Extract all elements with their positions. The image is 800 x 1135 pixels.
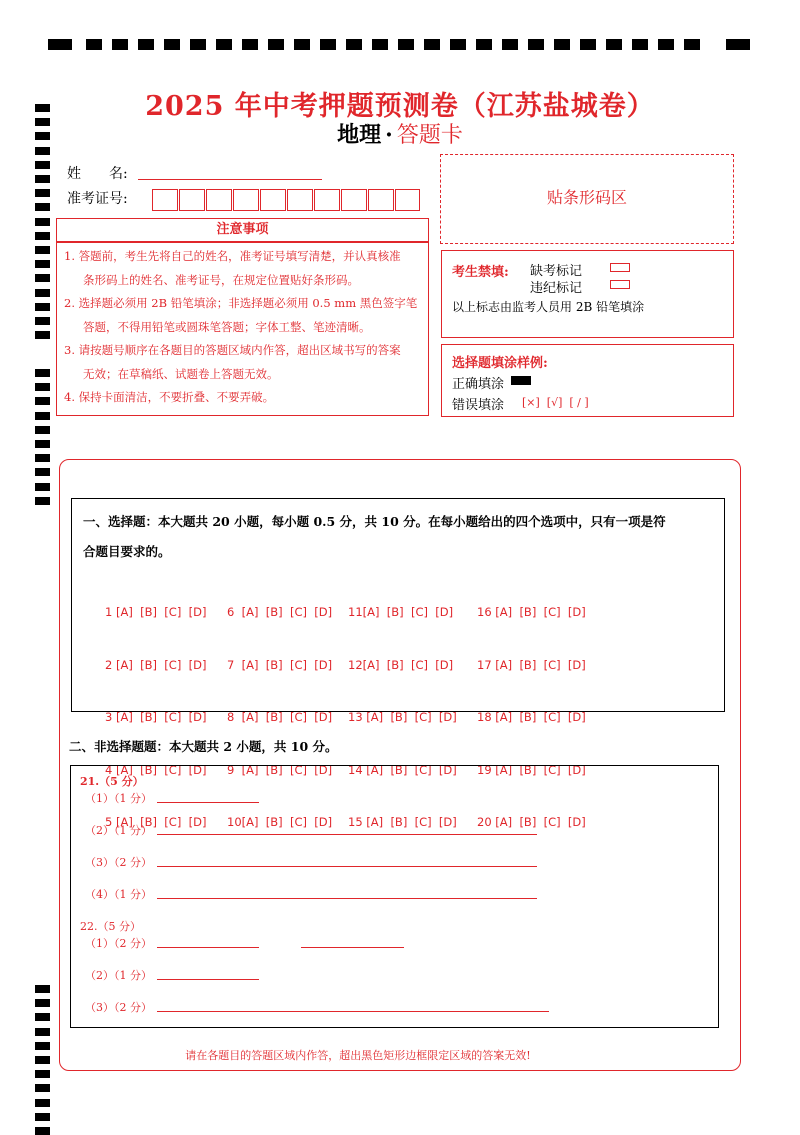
violation-mark-box[interactable] — [610, 280, 630, 289]
timing-mark — [35, 412, 50, 420]
exam-id-label: 准考证号: — [67, 191, 128, 207]
timing-mark — [35, 189, 50, 197]
choice-row[interactable]: 12[A] [B] [C] [D] — [348, 657, 454, 672]
timing-mark — [35, 1084, 50, 1092]
timing-mark — [35, 999, 50, 1007]
question-21-label: 21.（5 分） — [80, 775, 144, 788]
fill-sample-box — [441, 344, 734, 417]
name-field[interactable] — [138, 179, 322, 180]
notice-body — [56, 242, 429, 416]
wrong-fill-label: 错误填涂 — [452, 398, 505, 413]
choice-row[interactable]: 3 [A] [B] [C] [D] — [105, 710, 207, 724]
choice-row[interactable]: 15 [A] [B] [C] [D] — [348, 815, 457, 829]
choice-row[interactable]: 5 [A] [B] [C] [D] — [105, 815, 207, 829]
timing-mark — [35, 483, 50, 491]
q22-part1-label: （1）（2 分） — [85, 937, 152, 950]
q22-part3-label: （3）（2 分） — [85, 1001, 152, 1014]
choice-row[interactable]: 18 [A] [B] [C] [D] — [477, 710, 586, 724]
notice-item: 2. 选择题必须用 2B 铅笔填涂；非选择题必须用 0.5 mm 黑色签字笔 — [64, 296, 418, 310]
timing-mark — [35, 397, 50, 405]
q22-part1-answer-line-b[interactable] — [301, 947, 404, 948]
name-label: 姓 名: — [67, 166, 128, 182]
non-choice-section-title: 二、非选择题题：本大题共 2 小题，共 10 分。 — [69, 739, 338, 754]
q22-part2-answer-line[interactable] — [157, 979, 259, 980]
timing-mark — [35, 260, 50, 268]
timing-mark — [35, 289, 50, 297]
notice-item: 答题，不得用铅笔或圆珠笔答题；字体工整、笔迹清晰。 — [83, 319, 371, 334]
timing-mark — [35, 175, 50, 183]
choice-row[interactable]: 6 [A] [B] [C] [D] — [227, 605, 333, 619]
notice-item: 无效；在草稿纸、试题卷上答题无效。 — [83, 366, 279, 381]
non-choice-answer-box — [70, 765, 719, 1028]
choice-row[interactable]: 11[A] [B] [C] [D] — [348, 605, 454, 619]
absent-mark-label: 缺考标记 — [530, 264, 583, 279]
card-label: 答题卡 — [396, 123, 463, 148]
timing-mark — [35, 369, 50, 377]
filled-bubble-icon — [511, 376, 531, 385]
choice-row[interactable]: 20 [A] [B] [C] [D] — [477, 815, 586, 829]
choice-row[interactable]: 19 [A] [B] [C] [D] — [477, 762, 586, 777]
timing-mark — [35, 303, 50, 311]
timing-mark — [35, 1028, 50, 1036]
footer-note — [0, 1047, 716, 1063]
choice-row[interactable]: 10[A] [B] [C] [D] — [227, 815, 333, 829]
timing-mark — [35, 454, 50, 462]
choice-row[interactable]: 14 [A] [B] [C] [D] — [348, 762, 457, 777]
choice-row[interactable]: 16 [A] [B] [C] [D] — [477, 605, 586, 619]
forbidden-label: 考生禁填: — [452, 265, 509, 280]
page-subtitle — [0, 118, 800, 149]
wrong-fill-marks: [×] [√] [ / ] — [522, 396, 589, 409]
q22-part1-answer-line-a[interactable] — [157, 947, 259, 948]
timing-mark — [35, 232, 50, 240]
q21-part3-label: （3）（2 分） — [85, 856, 152, 869]
notice-title: 注意事项 — [216, 222, 269, 237]
choice-row[interactable]: 1 [A] [B] [C] [D] — [105, 605, 207, 619]
top-timing-marks — [48, 39, 750, 51]
choice-row[interactable]: 8 [A] [B] [C] [D] — [227, 710, 333, 724]
barcode-area-label: 贴条形码区 — [546, 188, 627, 207]
notice-item: 4. 保持卡面清洁，不要折叠、不要弄破。 — [64, 390, 275, 404]
q21-part2-label: （2）（1 分） — [85, 824, 152, 837]
correct-fill-label: 正确填涂 — [452, 377, 505, 392]
subtitle-dot: · — [385, 122, 393, 148]
choice-row[interactable]: 4 [A] [B] [C] [D] — [105, 762, 207, 777]
timing-mark — [35, 274, 50, 282]
timing-mark — [35, 497, 50, 505]
choice-section-title-cont: 合题目要求的。 — [83, 544, 171, 559]
timing-mark — [35, 218, 50, 226]
timing-mark — [35, 1113, 50, 1121]
timing-mark — [35, 985, 50, 993]
forbidden-note: 以上标志由监考人员用 2B 铅笔填涂 — [452, 300, 645, 314]
timing-mark — [35, 383, 50, 391]
timing-mark — [35, 1013, 50, 1021]
notice-item: 3. 请按题号顺序在各题目的答题区域内作答，超出区域书写的答案 — [64, 343, 401, 357]
timing-mark — [35, 203, 50, 211]
absent-mark-box[interactable] — [610, 263, 630, 272]
choice-row[interactable]: 17 [A] [B] [C] [D] — [477, 657, 586, 672]
q21-part4-label: （4）（1 分） — [85, 888, 152, 901]
timing-mark — [35, 1070, 50, 1078]
choice-row[interactable]: 13 [A] [B] [C] [D] — [348, 710, 457, 724]
timing-mark — [35, 317, 50, 325]
fill-sample-title: 选择题填涂样例: — [452, 356, 548, 371]
barcode-area — [440, 154, 734, 244]
q22-part3-answer-line[interactable] — [157, 1011, 549, 1012]
notice-item: 1. 答题前，考生先将自己的姓名，准考证号填写清楚，并认真核准 — [64, 249, 401, 263]
timing-mark — [35, 246, 50, 254]
choice-row[interactable]: 7 [A] [B] [C] [D] — [227, 657, 333, 672]
forbidden-fill-box — [441, 250, 734, 338]
subject-label: 地理 — [337, 122, 382, 148]
q21-part3-answer-line[interactable] — [157, 866, 537, 867]
q22-part2-label: （2）（1 分） — [85, 969, 152, 982]
footer-note-text: 请在各题目的答题区域内作答，超出黑色矩形边框限定区域的答案无效! — [185, 1049, 531, 1062]
timing-mark — [35, 468, 50, 476]
choice-row[interactable]: 2 [A] [B] [C] [D] — [105, 657, 207, 672]
question-22-label: 22.（5 分） — [80, 920, 141, 933]
page-title: 2025 年中考押题预测卷（江苏盐城卷） — [145, 91, 655, 122]
timing-mark — [35, 161, 50, 169]
violation-mark-label: 违纪标记 — [530, 281, 583, 296]
q21-part1-answer-line[interactable] — [157, 802, 259, 803]
timing-mark — [35, 1127, 50, 1135]
q21-part4-answer-line[interactable] — [157, 898, 537, 899]
timing-mark — [35, 331, 50, 339]
choice-section-title: 一、选择题：本大题共 20 小题，每小题 0.5 分，共 10 分。在每小题给出的四个选项中，只有一项是符 — [83, 514, 666, 529]
timing-mark — [35, 1099, 50, 1107]
notice-header — [56, 218, 429, 242]
timing-mark — [35, 426, 50, 434]
q21-part2-answer-line[interactable] — [157, 834, 537, 835]
timing-mark — [35, 440, 50, 448]
choice-row[interactable]: 9 [A] [B] [C] [D] — [227, 762, 333, 777]
notice-item: 条形码上的姓名、准考证号，在规定位置贴好条形码。 — [83, 272, 359, 287]
q21-part1-label: （1）（1 分） — [85, 792, 152, 805]
